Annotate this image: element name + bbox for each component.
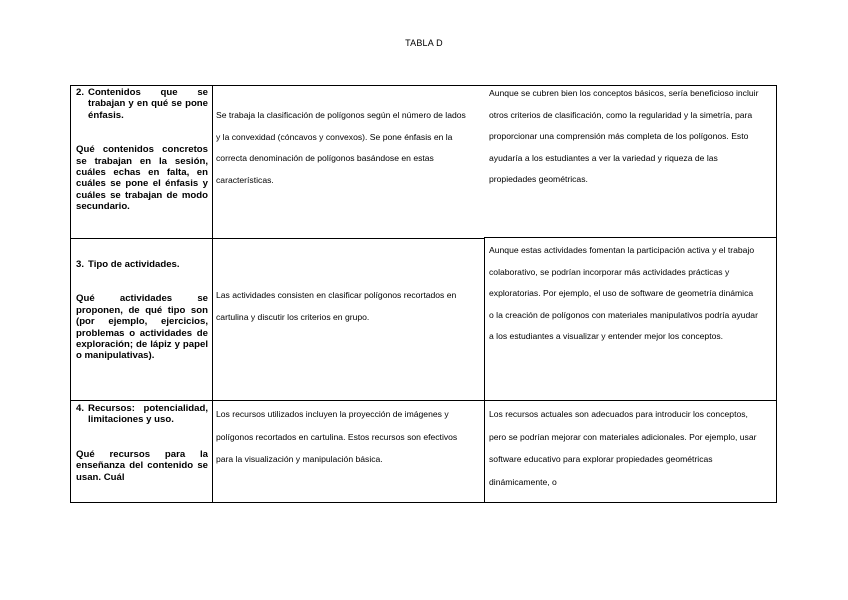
row-3-heading: Recursos: potencialidad, limitaciones y uso.	[88, 403, 208, 426]
table-border-right	[776, 85, 777, 503]
column-divider-2	[484, 238, 485, 503]
table-row-2-criterion	[76, 259, 208, 397]
row-divider-1	[70, 238, 485, 239]
row-divider-1b	[484, 237, 777, 238]
document-title: TABLA D	[405, 38, 443, 48]
row-2-number: 3.	[76, 259, 85, 270]
table-row-2-description: Las actividades consisten en clasificar polígonos recortados en cartulina y discutir los criterios en grupo.	[216, 290, 457, 322]
table-row-1-suggestion: Aunque se cubren bien los conceptos básicos, sería beneficioso incluir otros criterios de clasificación, como la regularidad y la simetría, para proporcionar una comprensión más completa de los polígonos. Esto ayudaría a los estudiantes a ver la variedad y riqueza de las propiedades geométricas.	[489, 88, 759, 184]
table-row-1-criterion	[76, 87, 208, 237]
row-2-heading: Tipo de actividades.	[88, 259, 180, 270]
row-1-number: 2.	[76, 87, 85, 98]
table-row-3-description: Los recursos utilizados incluyen la proyección de imágenes y polígonos recortados en cartulina. Estos recursos son efectivos para la visualización y manipulación básica.	[216, 409, 458, 464]
row-1-heading: Contenidos que se trabajan y en qué se pone énfasis.	[88, 87, 208, 121]
table-row-3-criterion	[76, 403, 208, 502]
evaluation-table	[70, 85, 777, 503]
table-row-3-suggestion: Los recursos actuales son adecuados para introducir los conceptos, pero se podrían mejorar con materiales adicionales. Por ejemplo, usar software educativo para explorar propiedades geométricas dinámicamente, o	[489, 409, 757, 487]
row-2-question: Qué actividades se proponen, de qué tipo son (por ejemplo, ejercicios, problemas o actividades de exploración; de lápiz y papel o manipulativas).	[76, 293, 208, 362]
table-row-2-suggestion: Aunque estas actividades fomentan la participación activa y el trabajo colaborativo, se podrían incorporar más actividades prácticas y exploratorias. Por ejemplo, el uso de software de geometría dinámica o la creación de polígonos con materiales manipulativos podría ayudar a los estudiantes a visualizar y entender mejor los conceptos.	[489, 245, 758, 341]
table-border-left	[70, 85, 71, 503]
row-3-number: 4.	[76, 403, 85, 414]
column-divider-1	[212, 85, 213, 503]
row-divider-2	[70, 400, 777, 401]
row-3-question: Qué recursos para la enseñanza del contenido se usan. Cuál	[76, 448, 208, 483]
table-row-1-description: Se trabaja la clasificación de polígonos según el número de lados y la convexidad (cóncavos y convexos). Se pone énfasis en la correcta denominación de polígonos basándose en estas características.	[216, 110, 466, 185]
table-border-bottom	[70, 502, 777, 503]
row-1-question: Qué contenidos concretos se trabajan en la sesión, cuáles echas en falta, en cuáles se pone el énfasis y cuáles se trabajan de modo secundario.	[76, 144, 208, 213]
